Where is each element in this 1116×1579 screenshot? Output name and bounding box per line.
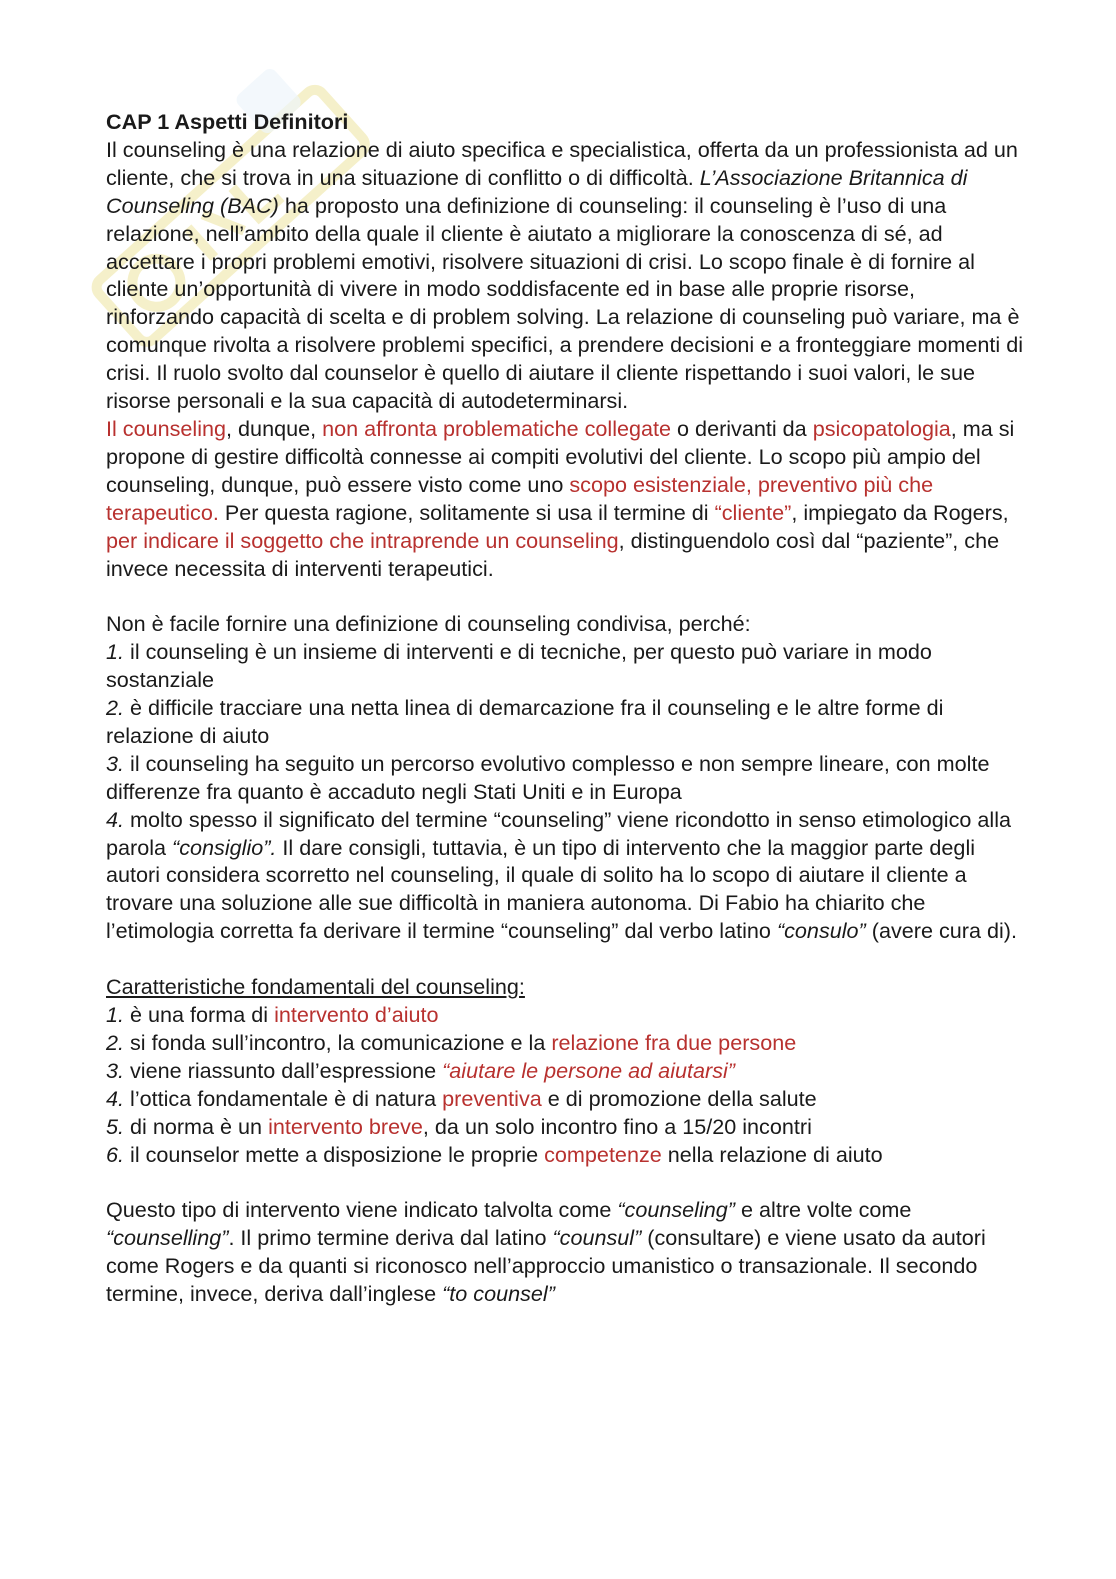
list-item — [106, 806, 1026, 946]
highlight-red: Il counseling — [106, 415, 227, 441]
list-item — [106, 750, 1026, 806]
text-span: ha proposto una definizione di counseling: il counseling è l’uso di una relazione, nell’ambito della quale il cliente è aiutato a migliorare la conoscenza di sé, ad accettare i propri problemi emotivi, risolvere situazioni di crisi. Lo scopo finale è di fornire al cliente un’opportunità di vivere in modo soddisfacente ed in base alle proprie risorse, rinforzando capacità di scelta e di problem solving. La relazione di counseling può variare, ma è comunque rivolta a risolvere problemi specifici, a prendere decisioni e a fronteggiare momenti di crisi. Il ruolo svolto dal counselor è quello di aiutare il cliente rispettando i suoi valori, le sue risorse personali e la sua capacità di autodeterminarsi. — [106, 192, 1023, 414]
highlight-red: intervento d’aiuto — [274, 1001, 439, 1027]
item-number: 1. — [106, 1001, 125, 1027]
text-span: , ma si propone di gestire difficoltà connesse ai compiti evolutivi del cliente. Lo scopo più ampio del counseling, dunque, può essere visto come uno — [106, 415, 1015, 497]
text-span: il counseling ha seguito un percorso evolutivo complesso e non sempre lineare, con molte differenze fra quanto è accaduto negli Stati Uniti e in Europa — [106, 750, 990, 804]
text-span: Il counseling è una relazione di aiuto specifica e specialistica, offerta da un professionista ad un cliente, che si trova in una situazione di conflitto o di difficoltà. — [106, 136, 1018, 190]
document-page — [106, 108, 1026, 1308]
text-span: si fonda sull’incontro, la comunicazione e la — [124, 1029, 552, 1055]
text-span: nella relazione di aiuto — [661, 1141, 883, 1167]
text-span: (consultare) e viene usato da autori come Rogers e da quanti si riconosco nell’approccio umanistico o transazionale. Il secondo termine, invece, deriva dall’inglese — [106, 1225, 986, 1307]
italic-term: “counsul” — [552, 1225, 642, 1251]
list-item — [106, 694, 1026, 750]
item-number: 3. — [106, 1057, 125, 1083]
highlight-red: relazione fra due persone — [551, 1029, 797, 1055]
paragraph-scope — [106, 415, 1026, 582]
list-item — [106, 638, 1026, 694]
text-span: (avere cura di). — [865, 918, 1017, 944]
paragraph-definition — [106, 136, 1026, 415]
text-span: e altre volte come — [735, 1197, 912, 1223]
list-item — [106, 1085, 1026, 1113]
item-number: 6. — [106, 1141, 125, 1167]
item-number: 5. — [106, 1113, 125, 1139]
chapter-title: CAP 1 Aspetti Definitori — [106, 109, 349, 134]
list-item — [106, 1057, 1026, 1085]
text-span: e di promozione della salute — [541, 1085, 817, 1111]
text-span: . Il primo termine deriva dal latino — [228, 1225, 553, 1251]
text-span: Questo tipo di intervento viene indicato talvolta come — [106, 1197, 618, 1223]
highlight-red: “aiutare le persone ad aiutarsi” — [442, 1057, 735, 1083]
definition-intro: Non è facile fornire una definizione di counseling condivisa, perché: — [106, 611, 751, 637]
list-item — [106, 1029, 1026, 1057]
list-item — [106, 1141, 1026, 1169]
text-span: Per questa ragione, solitamente si usa il termine di — [218, 499, 715, 525]
item-number: 2. — [106, 1029, 125, 1055]
item-number: 4. — [106, 806, 125, 832]
text-span: è difficile tracciare una netta linea di demarcazione fra il counseling e le altre forme di relazione di aiuto — [106, 695, 944, 748]
text-span: Il dare consigli, tuttavia, è un tipo di intervento che la maggior parte degli autori considera scorretto nel counseling, il quale di solito ha lo scopo di aiutare il cliente a trovare una soluzione alle sue difficoltà in maniera autonoma. Di Fabio ha chiarito che l’etimologia corretta fa derivare il termine “counseling” dal verbo latino — [106, 834, 976, 944]
item-number: 2. — [106, 695, 125, 721]
text-span: o derivanti da — [671, 415, 813, 441]
bac-italic: L’Associazione Britannica di Counseling (BAC) — [106, 164, 968, 218]
italic-term: “consiglio”. — [172, 834, 277, 860]
highlight-red: “cliente” — [714, 499, 792, 525]
paragraph-terminology — [106, 1196, 1026, 1308]
text-span: , impiegato da Rogers, — [791, 499, 1009, 525]
highlight-red: non affronta problematiche collegate — [322, 415, 672, 441]
italic-term: “counselling” — [106, 1225, 229, 1251]
list-item — [106, 1113, 1026, 1141]
text-span: il counseling è un insieme di interventi e di tecniche, per questo può variare in modo sostanziale — [106, 639, 932, 693]
list-item — [106, 1001, 1026, 1029]
text-span: molto spesso il significato del termine “counseling” viene ricondotto in senso etimologico alla parola — [106, 806, 1012, 860]
italic-term: “counseling” — [617, 1197, 735, 1223]
highlight-red: preventiva — [442, 1085, 542, 1111]
section-heading: Caratteristiche fondamentali del counseling: — [106, 974, 525, 1000]
item-number: 3. — [106, 750, 125, 776]
text-span: è una forma di — [124, 1001, 275, 1027]
highlight-red: competenze — [544, 1141, 662, 1167]
item-number: 4. — [106, 1085, 125, 1111]
text-span: , da un solo incontro fino a 15/20 incontri — [422, 1113, 812, 1139]
text-span: , distinguendolo così dal “paziente”, che invece necessita di interventi terapeutici. — [106, 527, 1000, 581]
item-number: 1. — [106, 639, 125, 665]
text-span: di norma è un — [124, 1113, 269, 1139]
italic-term: “to counsel” — [442, 1281, 555, 1307]
highlight-red: scopo esistenziale, preventivo più che terapeutico. — [106, 471, 934, 525]
highlight-red: psicopatologia — [812, 415, 951, 441]
text-span: , dunque, — [226, 415, 323, 441]
italic-term: “consulo” — [776, 918, 866, 944]
text-span: viene riassunto dall’espressione — [124, 1057, 443, 1083]
text-span: l’ottica fondamentale è di natura — [124, 1085, 443, 1111]
text-span: il counselor mette a disposizione le proprie — [124, 1141, 545, 1167]
highlight-red: per indicare il soggetto che intraprende un counseling — [106, 527, 619, 553]
highlight-red: intervento breve — [268, 1113, 423, 1139]
